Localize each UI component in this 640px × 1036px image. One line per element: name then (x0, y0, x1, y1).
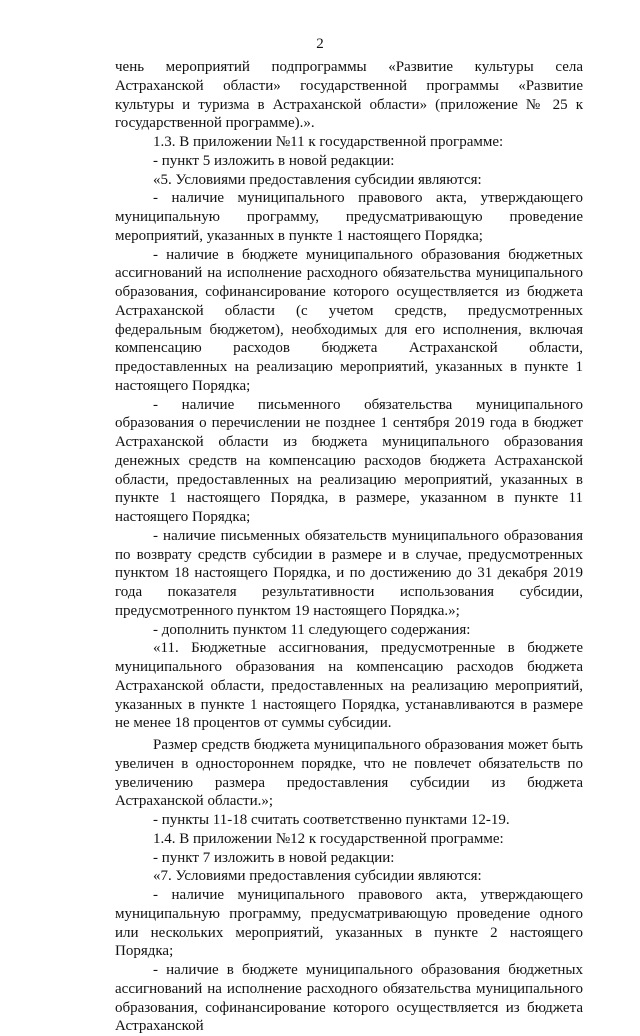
paragraph: «11. Бюджетные ассигнования, предусмотренные в бюджете муниципального образования на компенсацию расходов бюджета Астраханской области, предоставленных на реализацию мероприятий, указанных в пункте 1 настоящего Порядка, устанавливаются в размере не менее 18 процентов от суммы субсидии. (115, 640, 583, 732)
paragraph: Размер средств бюджета муниципального образования может быть увеличен в одностороннем порядке, что не повлечет обязательств по увеличению размера предоставления субсидии из бюджета Астраханской области.»; (115, 737, 583, 810)
paragraph: - пункты 11-18 считать соответственно пунктами 12-19. (153, 812, 510, 828)
paragraph: - дополнить пунктом 11 следующего содержания: (153, 621, 471, 638)
paragraph: - пункт 5 изложить в новой редакции: (153, 152, 395, 169)
paragraph: «7. Условиями предоставления субсидии являются: (153, 868, 482, 885)
paragraph: - наличие муниципального правового акта, утверждающего муниципальную программу, предусматривающую проведение мероприятий, указанных в пункте 1 настоящего Порядка; (115, 190, 583, 244)
page-number: 2 (316, 36, 324, 52)
paragraph: «5. Условиями предоставления субсидии являются: (153, 171, 482, 188)
paragraph: - наличие муниципального правового акта, утверждающего муниципальную программу, предусматривающую проведение одного или нескольких мероприятий, указанных в пункте 2 настоящего Порядка; (115, 887, 583, 960)
paragraph: - пункт 7 изложить в новой редакции: (153, 849, 395, 866)
document-body (115, 58, 583, 1036)
paragraph: - наличие в бюджете муниципального образования бюджетных ассигнований на исполнение расходного обязательства муниципального образования, софинансирование которого осуществляется из бюджета Астраханской области (с учетом средств, предусмотренных федеральным бюджетом), необходимых для его исполнения, включая компенсацию расходов бюджета Астраханской области, предоставленных на реализацию мероприятий, указанных в пункте 1 настоящего Порядка; (115, 246, 583, 394)
paragraph: - наличие в бюджете муниципального образования бюджетных ассигнований на исполнение расходного обязательства муниципального образования, софинансирование которого осуществляется из бюджета Астраханской (115, 962, 583, 1035)
paragraph: 1.4. В приложении №12 к государственной программе: (153, 830, 504, 847)
paragraph: - наличие письменного обязательства муниципального образования о перечислении не позднее 1 сентября 2019 года в бюджет Астраханской области из бюджета муниципального образования денежных средств на компенсацию расходов бюджета Астраханской области, предоставленных на реализацию мероприятий, указанных в пункте 1 настоящего Порядка, в размере, указанном в пункте 11 настоящего Порядка; (115, 396, 583, 525)
paragraph: чень мероприятий подпрограммы «Развитие культуры села Астраханской области» государственной программы «Развитие культуры и туризма в Астраханской области» (приложение № 25 к государственной программе).». (115, 59, 583, 132)
paragraph: 1.3. В приложении №11 к государственной программе: (153, 134, 504, 150)
paragraph: - наличие письменных обязательств муниципального образования по возврату средств субсидии в размере и в случае, предусмотренных пунктом 18 настоящего Порядка, и по достижению до 31 декабря 2019 года показателя результативности использования субсидии, предусмотренного пунктом 19 настоящего Порядка.»; (115, 527, 583, 619)
